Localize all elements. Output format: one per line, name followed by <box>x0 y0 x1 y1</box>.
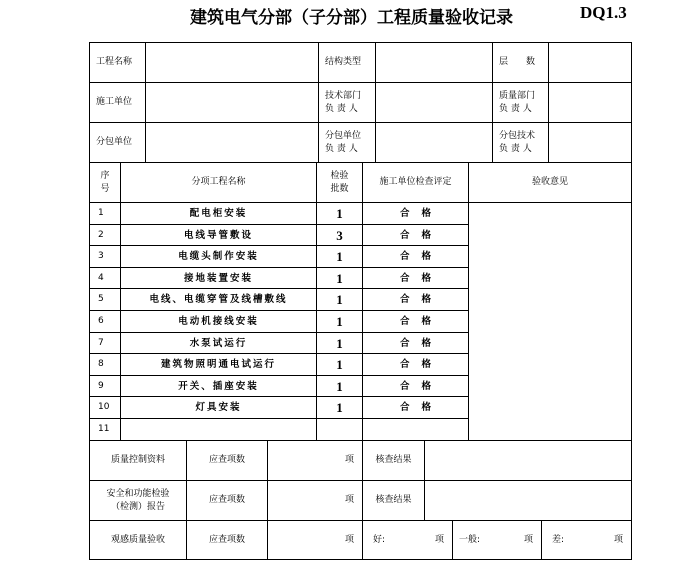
safety-function-result-label: 核查结果 <box>362 480 425 521</box>
item-index: 2 <box>89 224 121 246</box>
item-index: 7 <box>89 332 121 354</box>
safety-function-label-line2: （检测）报告 <box>110 501 165 512</box>
safety-function-count-field[interactable]: 项 <box>267 480 363 521</box>
item-batch-count[interactable]: 1 <box>316 375 363 397</box>
subcontract-head-field[interactable] <box>375 122 493 163</box>
structure-type-label: 结构类型 <box>318 42 376 83</box>
appearance-good-label: 好: <box>373 534 386 545</box>
item-evaluation[interactable]: 合格 <box>362 353 469 376</box>
col-header-name: 分项工程名称 <box>120 162 317 203</box>
appearance-normal-field[interactable] <box>452 520 542 560</box>
subcontract-unit-field[interactable] <box>145 122 319 163</box>
quality-control-count-label: 应查项数 <box>186 440 268 481</box>
page-title: 建筑电气分部（子分部）工程质量验收记录 <box>190 8 513 28</box>
subcontract-head-label-line1: 分包单位 <box>325 130 362 141</box>
item-evaluation[interactable]: 合格 <box>362 396 469 419</box>
item-evaluation[interactable]: 合格 <box>362 310 469 333</box>
appearance-normal-label: 一般: <box>459 534 481 545</box>
item-batch-count[interactable]: 1 <box>316 332 363 354</box>
item-index: 8 <box>89 353 121 376</box>
item-name[interactable]: 电线、电缆穿管及线槽敷线 <box>120 288 317 311</box>
floors-field[interactable] <box>548 42 632 83</box>
item-name[interactable] <box>120 418 317 441</box>
construction-unit-label: 施工单位 <box>89 82 146 123</box>
item-evaluation[interactable]: 合格 <box>362 267 469 289</box>
item-name[interactable]: 建筑物照明通电试运行 <box>120 353 317 376</box>
safety-function-label <box>89 480 187 521</box>
safety-function-label-line1: 安全和功能检验 <box>106 488 170 499</box>
quality-dept-head-field[interactable] <box>548 82 632 123</box>
appearance-poor-unit: 项 <box>613 534 623 545</box>
structure-type-field[interactable] <box>375 42 493 83</box>
item-name[interactable]: 接地装置安装 <box>120 267 317 289</box>
item-index: 1 <box>89 202 121 225</box>
item-evaluation[interactable]: 合格 <box>362 288 469 311</box>
project-name-label: 工程名称 <box>89 42 146 83</box>
item-batch-count[interactable] <box>316 418 363 441</box>
col-header-index-line1: 序 <box>100 170 110 181</box>
quality-dept-label-line2: 负 责 人 <box>499 103 532 114</box>
appearance-count-label: 应查项数 <box>186 520 268 560</box>
subcontract-tech-label-line2: 负 责 人 <box>499 143 532 154</box>
item-batch-count[interactable]: 3 <box>316 224 363 246</box>
item-evaluation[interactable]: 合格 <box>362 224 469 246</box>
item-batch-count[interactable]: 1 <box>316 288 363 311</box>
col-header-index-line2: 号 <box>100 183 110 194</box>
item-batch-count[interactable]: 1 <box>316 310 363 333</box>
floors-label: 层 数 <box>492 42 549 83</box>
item-name[interactable]: 电线导管敷设 <box>120 224 317 246</box>
tech-dept-head-label <box>318 82 376 123</box>
acceptance-opinion-field[interactable] <box>468 202 632 441</box>
item-batch-count[interactable]: 1 <box>316 396 363 419</box>
appearance-count-field[interactable]: 项 <box>267 520 363 560</box>
quality-control-result-field[interactable] <box>424 440 632 481</box>
item-index: 5 <box>89 288 121 311</box>
quality-dept-head-label <box>492 82 549 123</box>
item-evaluation[interactable]: 合格 <box>362 202 469 225</box>
item-evaluation[interactable]: 合格 <box>362 245 469 268</box>
tech-dept-label-line1: 技术部门 <box>325 90 362 101</box>
item-batch-count[interactable]: 1 <box>316 245 363 268</box>
item-evaluation[interactable]: 合格 <box>362 375 469 397</box>
appearance-label: 观感质量验收 <box>89 520 187 560</box>
col-header-index <box>89 162 121 203</box>
item-index: 4 <box>89 267 121 289</box>
col-header-batches-line1: 检验 <box>330 170 349 181</box>
col-header-batches-line2: 批数 <box>330 183 349 194</box>
col-header-opinion: 验收意见 <box>468 162 632 203</box>
form-code: DQ1.3 <box>580 3 627 22</box>
item-name[interactable]: 灯具安装 <box>120 396 317 419</box>
item-index: 10 <box>89 396 121 419</box>
item-batch-count[interactable]: 1 <box>316 267 363 289</box>
quality-dept-label-line1: 质量部门 <box>499 90 536 101</box>
col-header-evaluation: 施工单位检查评定 <box>362 162 469 203</box>
item-name[interactable]: 开关、插座安装 <box>120 375 317 397</box>
item-index: 6 <box>89 310 121 333</box>
appearance-poor-label: 差: <box>552 534 565 545</box>
item-name[interactable]: 水泵试运行 <box>120 332 317 354</box>
subcontract-tech-head-label <box>492 122 549 163</box>
item-index: 11 <box>89 418 121 441</box>
item-batch-count[interactable]: 1 <box>316 202 363 225</box>
tech-dept-head-field[interactable] <box>375 82 493 123</box>
quality-control-label: 质量控制资料 <box>89 440 187 481</box>
safety-function-count-label: 应查项数 <box>186 480 268 521</box>
item-name[interactable]: 电动机接线安装 <box>120 310 317 333</box>
item-evaluation[interactable]: 合格 <box>362 332 469 354</box>
subcontract-tech-label-line1: 分包技术 <box>499 130 536 141</box>
col-header-batches <box>316 162 363 203</box>
item-name[interactable]: 配电柜安装 <box>120 202 317 225</box>
appearance-good-field[interactable] <box>362 520 453 560</box>
tech-dept-label-line2: 负 责 人 <box>325 103 358 114</box>
item-name[interactable]: 电缆头制作安装 <box>120 245 317 268</box>
subcontract-head-label-line2: 负 责 人 <box>325 143 358 154</box>
appearance-poor-field[interactable] <box>541 520 632 560</box>
item-evaluation[interactable] <box>362 418 469 441</box>
appearance-good-unit: 项 <box>434 534 444 545</box>
quality-control-count-field[interactable]: 项 <box>267 440 363 481</box>
appearance-normal-unit: 项 <box>523 534 533 545</box>
item-index: 9 <box>89 375 121 397</box>
subcontract-tech-head-field[interactable] <box>548 122 632 163</box>
project-name-field[interactable] <box>145 42 319 83</box>
safety-function-result-field[interactable] <box>424 480 632 521</box>
item-batch-count[interactable]: 1 <box>316 353 363 376</box>
item-index: 3 <box>89 245 121 268</box>
construction-unit-field[interactable] <box>145 82 319 123</box>
quality-control-result-label: 核查结果 <box>362 440 425 481</box>
subcontract-head-label <box>318 122 376 163</box>
subcontract-unit-label: 分包单位 <box>89 122 146 163</box>
